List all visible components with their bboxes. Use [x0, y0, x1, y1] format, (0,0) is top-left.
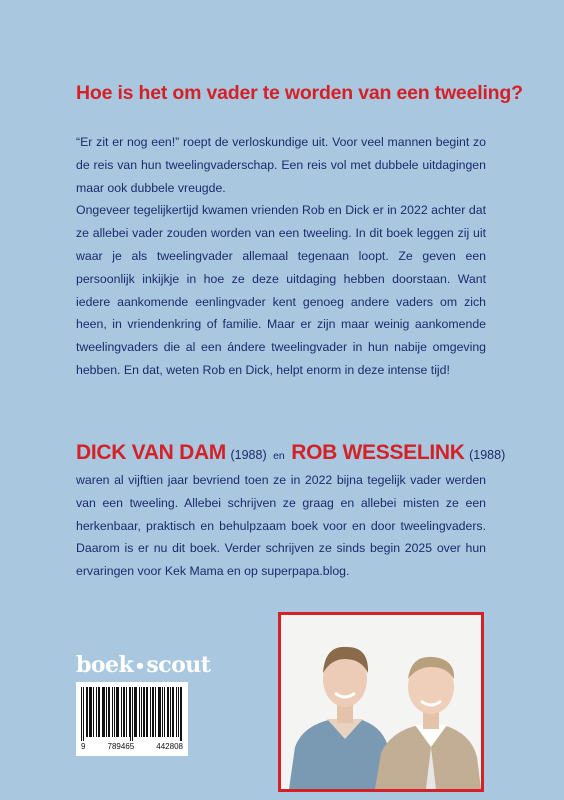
intro-paragraph: Ongeveer tegelijkertijd kwamen vrienden Rob en Dick er in 2022 achter dat ze allebei vader zouden worden van een tweeling. In dit boek leggen zij uit waar je als tweelingvader allemaal tegenaan loopt. Ze geven een persoonlijk inkijkje in hoe ze deze uitdaging hebben doorstaan. Want iedere aankomende eenlingvader kent genoeg andere vaders om zich heen, in vriendenkring of familie. Maar er zijn maar weinig aankomende tweelingvaders die al een ándere tweelingvader in hun nabije omgeving hebben. En dat, weten Rob en Dick, helpt enorm in deze intense tijd! — [76, 203, 486, 377]
authors-join-word: en — [273, 450, 285, 462]
author-name-dick: DICK VAN DAM — [76, 441, 227, 464]
publisher-logo-part1: boek — [76, 652, 134, 678]
author-photo — [278, 612, 484, 792]
publisher-logo-part2: scout — [146, 652, 211, 678]
barcode-digits — [81, 742, 183, 751]
barcode-first-digit: 9 — [81, 742, 86, 751]
barcode-bars — [81, 687, 183, 741]
publisher-logo — [76, 652, 210, 678]
barcode-group-2: 442808 — [156, 742, 183, 751]
barcode-group-1: 789465 — [107, 742, 135, 751]
author-photo-illustration — [281, 615, 481, 789]
publisher-logo-dot: • — [134, 656, 146, 677]
authors-line — [76, 441, 506, 465]
intro-paragraph: “Er zit er nog een!” roept de verloskundige uit. Voor veel mannen begint zo de reis van hun tweelingvaderschap. Een reis vol met dubbele uitdagingen maar ook dubbele vreugde. — [76, 135, 486, 195]
author-name-rob: ROB WESSELINK — [291, 441, 465, 464]
author-year: (1988) — [230, 448, 267, 462]
author-bio-text: waren al vijftien jaar bevriend toen ze in 2022 bijna tegelijk vader werden van een tweeling. Allebei schrijven ze graag en allebei misten ze een herkenbaar, praktisch en behulpzaam boek voor en door tweelingvaders. Daarom is er nu dit boek. Verder schrijven ze sinds begin 2025 over hun ervaringen voor Kek Mama en op superpapa.blog. — [76, 473, 486, 579]
author-year: (1988) — [469, 448, 506, 462]
headline: Hoe is het om vader te worden van een tweeling? — [76, 82, 523, 104]
author-bio — [76, 469, 486, 583]
intro-text — [76, 131, 486, 382]
isbn-barcode — [76, 682, 188, 756]
